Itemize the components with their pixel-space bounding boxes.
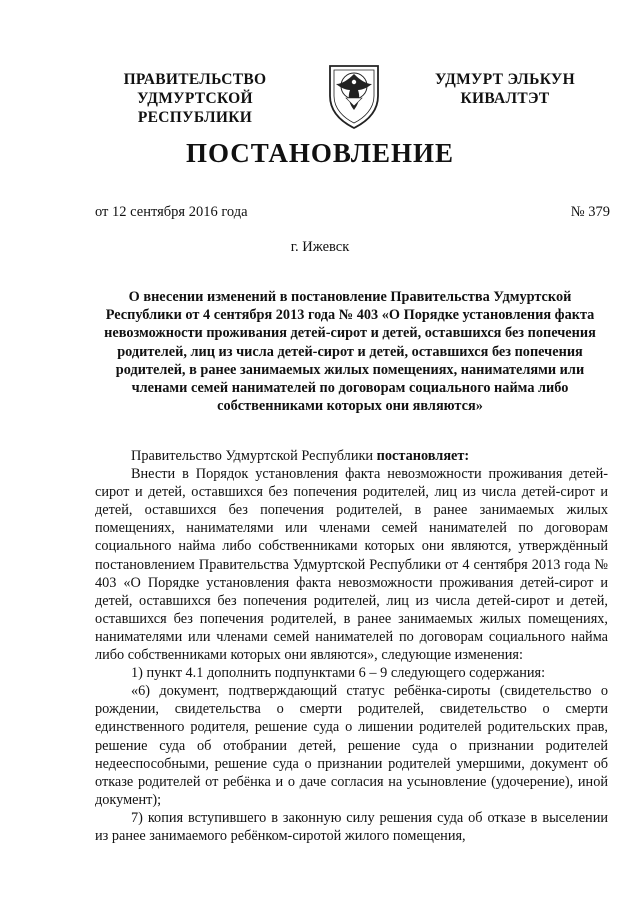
- paragraph-subitem-6: «6) документ, подтверждающий статус ребёнка-сироты (свидетельство о рождении, свидетельства о смерти родителей, свидетельство о смерти единственного родителя, решение суда о лишении родителей родительских прав, решение суда об отобрании детей, решение суда о признании родителей недееспособными, решение суда о признании родителей умершими, документ об отказе родителей от ребёнка и о даче согласия на усыновление (удочерение), иной документ);: [95, 683, 608, 808]
- org-right-line1: УДМУРТ ЭЛЬКУН: [435, 71, 575, 88]
- paragraph-amendments: Внести в Порядок установления факта невозможности проживания детей-сирот и детей, оставшихся без попечения родителей, лиц из числа детей-сирот и детей, оставшихся без попечения родителей, в ранее занимаемых жилых помещениях, нанимателями или членами семей нанимателей по договорам социального найма либо собственниками которых они являются, утверждённый постановлением Правительства Удмуртской Республики от 4 сентября 2013 года № 403 «О Порядке установления факта невозможности проживания детей-сирот и детей, оставшихся без попечения родителей, лиц из числа детей-сирот и детей, оставшихся без попечения родителей, в ранее занимаемых жилых помещениях, нанимателями или членами семей нанимателей по договорам социального найма либо собственниками которых они являются», следующие изменения:: [95, 466, 608, 664]
- document-type: ПОСТАНОВЛЕНИЕ: [185, 138, 455, 168]
- resolves-keyword: постановляет:: [376, 448, 470, 464]
- document-title: О внесении изменений в постановление Правительства Удмуртской Республики от 4 сентября 2013 года № 403 «О Порядке установления факта невозможности проживания детей-сирот и детей, оставшихся без попечения родителей, лиц из числа детей-сирот и детей, оставшихся без попечения родителей, в ранее занимаемых жилых помещениях, нанимателями или членами семей нанимателей по договорам социального найма либо собственниками которых они являются»: [104, 289, 596, 415]
- document-date: от 12 сентября 2016 года: [95, 204, 248, 220]
- resolves-prefix: Правительство Удмуртской Республики: [131, 448, 377, 464]
- paragraph-subitem-7: 7) копия вступившего в законную силу решения суда об отказе в выселении из ранее занимаемого ребёнком-сиротой жилого помещения,: [95, 809, 608, 844]
- org-right-line2: КИВАЛТЭТ: [460, 90, 550, 107]
- org-name-russian: [80, 70, 310, 127]
- udmurt-coat-of-arms-icon: [326, 60, 382, 130]
- document-number: № 379: [570, 204, 610, 220]
- paragraph-resolves: [95, 447, 608, 465]
- org-left-line2: УДМУРТСКОЙ РЕСПУБЛИКИ: [137, 90, 253, 126]
- org-left-line1: ПРАВИТЕЛЬСТВО: [123, 71, 267, 88]
- org-name-udmurt: [405, 70, 605, 108]
- paragraph-item-1: 1) пункт 4.1 дополнить подпунктами 6 – 9 следующего содержания:: [131, 665, 546, 682]
- document-header: [0, 60, 640, 130]
- document-body: [95, 447, 608, 845]
- document-city: г. Ижевск: [290, 239, 350, 255]
